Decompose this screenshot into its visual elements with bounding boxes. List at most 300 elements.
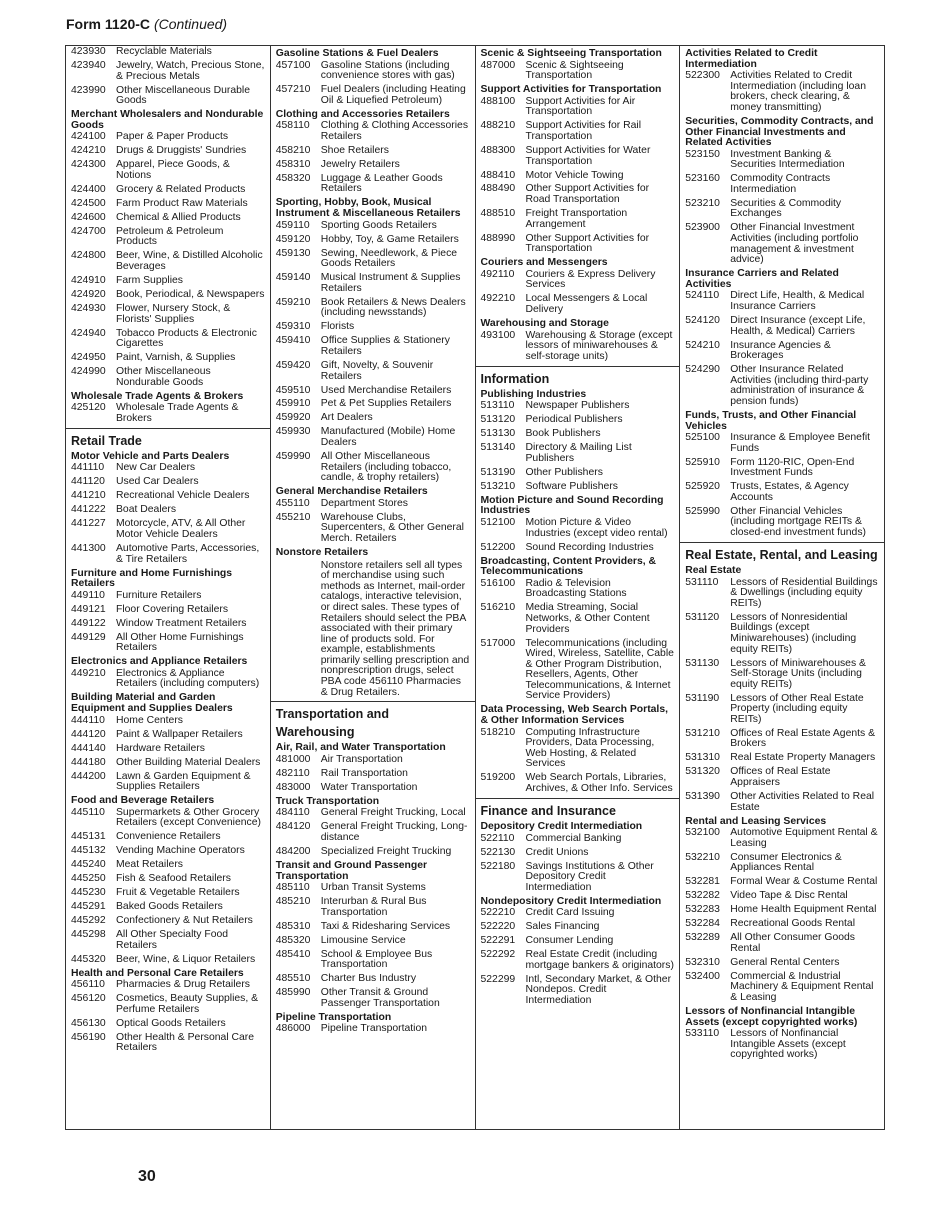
subsector-heading: Transit and Ground Passenger Transportation xyxy=(275,859,428,882)
code-entry xyxy=(276,146,470,157)
pba-code: 444180 xyxy=(71,756,106,768)
pba-description: Computing Infrastructure Providers, Data Processing, Web Hosting, & Related Services xyxy=(525,726,655,770)
code-entry xyxy=(481,429,675,440)
pba-code: 513190 xyxy=(480,466,516,478)
pba-description: General Rental Centers xyxy=(730,956,840,968)
pba-code: 457100 xyxy=(275,59,311,71)
pba-description: Other Financial Investment Activities (including portfolio management & investment advice) xyxy=(730,222,859,266)
code-entry xyxy=(481,443,675,464)
pba-description: Recyclable Materials xyxy=(116,46,212,57)
pba-description: Hobby, Toy, & Game Retailers xyxy=(320,233,459,245)
pba-description: Farm Product Raw Materials xyxy=(116,197,248,209)
pba-code: 424300 xyxy=(71,159,106,171)
subsector-heading: Sporting, Hobby, Book, Musical Instrument & Miscellaneous Retailers xyxy=(275,197,461,220)
pba-description: Beer, Wine, & Liquor Retailers xyxy=(116,953,256,965)
code-entry xyxy=(71,519,265,540)
code-entry xyxy=(481,936,675,947)
pba-description: Radio & Television Broadcasting Stations xyxy=(525,577,627,600)
pba-code: 425120 xyxy=(71,402,106,414)
pba-description: Drugs & Druggists' Sundries xyxy=(116,145,247,157)
pba-description: Other Health & Personal Care Retailers xyxy=(116,1031,255,1054)
pba-code: 488210 xyxy=(480,120,516,132)
pba-code: 424920 xyxy=(71,288,106,300)
subsector-heading: Insurance Carriers and Related Activities xyxy=(685,268,839,290)
code-entry xyxy=(276,1024,470,1035)
code-entry xyxy=(276,221,470,232)
pba-code: 523900 xyxy=(685,222,720,234)
code-entry xyxy=(71,846,265,857)
form-continued: (Continued) xyxy=(153,16,228,32)
sector-block xyxy=(680,49,884,539)
subsector-heading: Furniture and Home Furnishings Retailers xyxy=(71,567,233,590)
pba-description: Office Supplies & Stationery Retailers xyxy=(320,335,450,357)
pba-description: Commercial Banking xyxy=(525,832,622,844)
subsector-heading: Couriers and Messengers xyxy=(480,257,608,269)
pba-code: 517000 xyxy=(480,637,516,649)
code-column xyxy=(271,46,476,1129)
pba-description: Jewelry Retailers xyxy=(320,158,400,170)
pba-code: 524210 xyxy=(685,339,720,351)
pba-description: Insurance & Employee Benefit Funds xyxy=(730,432,871,454)
code-entry xyxy=(71,403,265,424)
pba-description: Convenience Retailers xyxy=(116,831,221,843)
pba-code: 532400 xyxy=(685,970,720,982)
pba-description: Boat Dealers xyxy=(116,504,177,516)
pba-code: 488410 xyxy=(480,169,516,181)
pba-description: General Freight Trucking, Local xyxy=(320,807,466,819)
pba-code: 424910 xyxy=(71,274,106,286)
pba-description: Formal Wear & Costume Rental xyxy=(730,876,878,888)
code-entry xyxy=(71,772,265,793)
code-entry xyxy=(71,132,265,143)
pba-code: 459920 xyxy=(275,412,311,424)
pba-code: 458210 xyxy=(275,144,311,156)
code-entry xyxy=(71,980,265,991)
pba-description: Book Publishers xyxy=(525,428,601,440)
code-entry xyxy=(481,922,675,933)
code-entry xyxy=(71,758,265,769)
code-entry xyxy=(71,1033,265,1054)
subsector-heading: Data Processing, Web Search Portals, & Other Information Services xyxy=(480,704,668,727)
sector-heading: Real Estate, Rental, and Leasing xyxy=(685,548,878,563)
pba-description: Beer, Wine, & Distilled Alcoholic Beverages xyxy=(116,250,263,272)
pba-code: 484200 xyxy=(275,845,311,857)
pba-description: Warehousing & Storage (except lessors of miniwarehouses & self-storage units) xyxy=(525,329,673,362)
pba-description: Lawn & Garden Equipment & Supplies Retailers xyxy=(116,770,251,793)
pba-code: 449122 xyxy=(71,617,106,629)
code-entry xyxy=(276,336,470,357)
code-entry xyxy=(481,146,675,167)
code-entry xyxy=(276,61,470,82)
pba-description: Jewelry, Watch, Precious Stone, & Precious Metals xyxy=(116,59,265,82)
code-entry xyxy=(481,518,675,539)
pba-description: Activities Related to Credit Intermediation (including loan brokers, check clearing, & money transmitting) xyxy=(730,70,866,113)
pba-code: 424950 xyxy=(71,352,106,364)
pba-code: 484120 xyxy=(275,821,311,833)
pba-description: Chemical & Allied Products xyxy=(116,211,241,223)
pba-description: Web Search Portals, Libraries, Archives, & Other Info. Services xyxy=(525,772,673,795)
pba-description: Used Car Dealers xyxy=(116,476,199,488)
pba-code: 524110 xyxy=(685,290,720,302)
pba-description: Motor Vehicle Towing xyxy=(525,169,624,181)
pba-code: 492110 xyxy=(480,268,515,280)
subsector-heading: Motion Picture and Sound Recording Industries xyxy=(480,494,664,517)
code-entry xyxy=(276,897,470,918)
pba-description: General Freight Trucking, Long-distance xyxy=(320,821,468,843)
pba-code: 441222 xyxy=(71,504,106,516)
subsector-heading: Air, Rail, and Water Transportation xyxy=(275,742,446,754)
pba-description: Other Miscellaneous Nondurable Goods xyxy=(116,366,211,388)
code-entry xyxy=(481,209,675,230)
pba-description: Insurance Agencies & Brokerages xyxy=(730,339,831,362)
code-entry xyxy=(685,71,879,113)
pba-description: Lessors of Other Real Estate Property (including equity REITs) xyxy=(730,692,864,725)
pba-code: 485320 xyxy=(275,934,311,946)
pba-code: 513110 xyxy=(480,400,515,412)
pba-code: 532281 xyxy=(685,876,720,888)
pba-code: 523160 xyxy=(685,173,720,185)
code-entry xyxy=(481,331,675,363)
pba-description: Other Support Activities for Transportation xyxy=(525,232,650,255)
code-entry xyxy=(685,341,879,362)
pba-description: Paper & Paper Products xyxy=(116,131,229,143)
pba-description: Freight Transportation Arrangement xyxy=(525,208,628,230)
pba-description: Urban Transit Systems xyxy=(320,882,426,894)
code-entry xyxy=(685,174,879,195)
code-entry xyxy=(481,950,675,971)
pba-description: Direct Insurance (except Life, Health, & Medical) Carriers xyxy=(730,315,866,337)
pba-description: Taxi & Ridesharing Services xyxy=(320,920,451,932)
pba-code: 424400 xyxy=(71,183,106,195)
pba-description: Scenic & Sightseeing Transportation xyxy=(525,59,624,82)
pba-code: 532282 xyxy=(685,890,720,902)
pba-description: Commercial & Industrial Machinery & Equipment Rental & Leasing xyxy=(730,970,874,1004)
code-entry xyxy=(276,322,470,333)
pba-description: Motion Picture & Video Industries (except video rental) xyxy=(525,517,668,539)
pba-description: Trusts, Estates, & Agency Accounts xyxy=(730,481,849,503)
code-entry xyxy=(481,908,675,919)
code-entry xyxy=(276,427,470,448)
pba-description: Farm Supplies xyxy=(116,274,183,286)
pba-code: 456130 xyxy=(71,1017,106,1029)
pba-description: Other Financial Vehicles (including mortgage REITs & closed-end investment funds) xyxy=(730,505,866,539)
code-entry xyxy=(71,591,265,602)
pba-code: 522292 xyxy=(480,949,516,961)
pba-code: 516100 xyxy=(480,577,516,589)
pba-code: 531320 xyxy=(685,766,720,778)
sector-heading: Retail Trade xyxy=(71,433,142,448)
subsector-heading: Securities, Commodity Contracts, and Other Financial Investments and Related Activities xyxy=(685,115,874,149)
pba-code: 519200 xyxy=(480,772,516,784)
pba-description: Supermarkets & Other Grocery Retailers (except Convenience) xyxy=(116,806,261,829)
pba-description: Petroleum & Petroleum Products xyxy=(116,225,224,248)
pba-code: 532310 xyxy=(685,956,720,968)
code-entry xyxy=(71,888,265,899)
subsector-heading: General Merchandise Retailers xyxy=(275,486,428,498)
code-entry xyxy=(71,329,265,350)
code-entry xyxy=(71,902,265,913)
pba-code: 485310 xyxy=(275,920,311,932)
pba-code: 449110 xyxy=(71,589,105,601)
pba-code: 522291 xyxy=(480,935,516,947)
pba-code: 488510 xyxy=(480,208,516,220)
sector-block xyxy=(66,428,270,1054)
code-entry xyxy=(276,936,470,947)
pba-code: 456110 xyxy=(71,979,105,991)
sector-block xyxy=(476,366,680,795)
code-entry xyxy=(276,783,470,794)
sector-block xyxy=(476,49,680,362)
pba-code: 424700 xyxy=(71,225,106,237)
pba-code: 531210 xyxy=(685,727,720,739)
pba-code: 525100 xyxy=(685,432,720,444)
pba-code: 423940 xyxy=(71,59,106,71)
code-entry xyxy=(685,199,879,220)
sector-heading: Transportation and Warehousing xyxy=(275,707,389,740)
pba-description: Video Tape & Disc Rental xyxy=(730,890,848,902)
subsector-heading: Clothing and Accessories Retailers xyxy=(275,108,450,120)
code-entry xyxy=(71,994,265,1015)
subsector-heading: Pipeline Transportation xyxy=(275,1011,392,1023)
code-entry xyxy=(71,832,265,843)
pba-code: 484110 xyxy=(275,807,310,819)
code-entry xyxy=(481,728,675,770)
pba-code: 487000 xyxy=(480,59,516,71)
form-title xyxy=(66,16,227,32)
pba-code: 513140 xyxy=(480,442,516,454)
code-entry xyxy=(276,386,470,397)
code-entry xyxy=(71,251,265,272)
code-entry xyxy=(276,273,470,294)
pba-code: 458310 xyxy=(275,158,311,170)
code-entry xyxy=(276,499,470,510)
pba-description: Intl, Secondary Market, & Other Nondepos. Credit Intermediation xyxy=(525,973,672,1007)
pba-code: 522220 xyxy=(480,921,516,933)
code-entry xyxy=(481,579,675,600)
code-entry xyxy=(685,659,879,691)
pba-description: Other Support Activities for Road Transportation xyxy=(525,183,650,206)
subsector-heading: Merchant Wholesalers and Nondurable Goods xyxy=(71,109,264,131)
pba-description: Investment Banking & Securities Intermediation xyxy=(730,148,845,171)
code-entry xyxy=(276,249,470,270)
pba-description: Other Insurance Related Activities (including third-party administration of insurance & pension funds) xyxy=(730,364,869,407)
pba-description: Home Centers xyxy=(116,714,183,726)
pba-code: 459930 xyxy=(275,426,311,438)
pba-description: Vending Machine Operators xyxy=(116,845,245,857)
pba-description: Pharmacies & Drug Retailers xyxy=(116,979,250,991)
code-entry xyxy=(71,86,265,107)
code-entry xyxy=(685,578,879,610)
code-entry xyxy=(276,413,470,424)
code-entry xyxy=(71,491,265,502)
pba-description: Other Publishers xyxy=(525,466,603,478)
pba-description: Warehouse Clubs, Supercenters, & Other General Merch. Retailers xyxy=(320,511,464,544)
pba-code: 445298 xyxy=(71,929,106,941)
pba-code: 481000 xyxy=(275,753,311,765)
pba-description: Interurban & Rural Bus Transportation xyxy=(320,896,427,918)
code-entry xyxy=(71,276,265,287)
pba-code: 485110 xyxy=(275,882,310,894)
pba-code: 424930 xyxy=(71,302,106,314)
pba-code: 522210 xyxy=(480,907,516,919)
pba-code: 531130 xyxy=(685,657,720,669)
code-entry xyxy=(481,61,675,82)
code-entry xyxy=(685,828,879,849)
code-entry xyxy=(71,860,265,871)
pba-code: 458110 xyxy=(275,120,310,132)
pba-code: 513130 xyxy=(480,428,516,440)
pba-code: 459910 xyxy=(275,398,311,410)
pba-code: 522300 xyxy=(685,70,720,82)
code-entry xyxy=(71,744,265,755)
code-entry xyxy=(685,905,879,916)
code-entry xyxy=(481,184,675,205)
pba-code: 455110 xyxy=(275,497,310,509)
pba-description: Offices of Real Estate Appraisers xyxy=(730,766,831,789)
pba-description: Automotive Equipment Rental & Leasing xyxy=(730,827,878,849)
code-column xyxy=(680,46,884,1129)
pba-description: Manufactured (Mobile) Home Dealers xyxy=(320,426,456,449)
pba-code: 449121 xyxy=(71,603,106,615)
subsector-heading: Health and Personal Care Retailers xyxy=(71,967,244,979)
pba-description: Sales Financing xyxy=(525,921,600,933)
pba-code: 424100 xyxy=(71,131,106,143)
code-entry xyxy=(276,808,470,819)
pba-description: Sound Recording Industries xyxy=(525,541,654,553)
code-entry xyxy=(276,769,470,780)
code-entry xyxy=(685,223,879,265)
pba-code: 531190 xyxy=(685,692,720,704)
sector-block xyxy=(271,49,475,698)
pba-code: 492210 xyxy=(480,293,516,305)
code-entry xyxy=(71,47,265,58)
code-entry xyxy=(71,1019,265,1030)
pba-description: Automotive Parts, Accessories, & Tire Retailers xyxy=(116,542,260,565)
subsector-heading: Building Material and Garden Equipment and Supplies Dealers xyxy=(71,692,233,715)
pba-code: 525920 xyxy=(685,481,720,493)
pba-description: Sewing, Needlework, & Piece Goods Retailers xyxy=(320,247,458,270)
code-entry xyxy=(71,160,265,181)
pba-code: 512200 xyxy=(480,541,516,553)
pba-code: 445132 xyxy=(71,845,106,857)
pba-code: 441227 xyxy=(71,518,106,530)
pba-description: Apparel, Piece Goods, & Notions xyxy=(116,159,230,181)
pba-code: 531390 xyxy=(685,791,720,803)
pba-code: 531110 xyxy=(685,576,719,588)
code-entry xyxy=(276,452,470,484)
pba-code: 485410 xyxy=(275,948,311,960)
code-entry xyxy=(71,290,265,301)
pba-code: 513120 xyxy=(480,414,516,426)
pba-description: Wholesale Trade Agents & Brokers xyxy=(116,402,239,424)
pba-code: 485990 xyxy=(275,987,311,999)
code-entry xyxy=(685,316,879,337)
pba-description: Real Estate Credit (including mortgage bankers & originators) xyxy=(525,949,674,971)
pba-description: Telecommunications (including Wired, Wireless, Satellite, Cable & Other Program Distribution, Resellers, Agents, Other Telecommunications, & Internet Service Providers) xyxy=(525,637,674,702)
subsector-heading: Truck Transportation xyxy=(275,795,380,807)
code-entry xyxy=(481,468,675,479)
code-entry xyxy=(481,171,675,182)
code-entry xyxy=(685,919,879,930)
pba-description: Directory & Mailing List Publishers xyxy=(525,442,632,464)
pba-description: Hardware Retailers xyxy=(116,742,205,754)
pba-code: 459310 xyxy=(275,321,311,333)
pba-description: All Other Specialty Food Retailers xyxy=(116,929,229,951)
pba-code: 459990 xyxy=(275,451,311,463)
subsector-heading: Rental and Leasing Services xyxy=(685,815,827,827)
code-entry xyxy=(685,853,879,874)
pba-code: 449210 xyxy=(71,667,106,679)
pba-code: 424990 xyxy=(71,366,106,378)
subsector-heading: Electronics and Appliance Retailers xyxy=(71,656,248,668)
pba-code: 457210 xyxy=(275,84,311,96)
code-entry xyxy=(685,458,879,479)
pba-description: Offices of Real Estate Agents & Brokers xyxy=(730,727,876,750)
pba-description: Window Treatment Retailers xyxy=(116,617,247,629)
code-entry xyxy=(276,298,470,319)
pba-description: Other Building Material Dealers xyxy=(116,756,261,768)
subsector-heading: Real Estate xyxy=(685,565,742,577)
code-entry xyxy=(481,862,675,894)
code-entry xyxy=(481,482,675,493)
code-entry xyxy=(276,847,470,858)
code-column xyxy=(476,46,681,1129)
pba-description: Fish & Seafood Retailers xyxy=(116,873,231,885)
pba-description: Grocery & Related Products xyxy=(116,183,246,195)
subsector-heading: Depository Credit Intermediation xyxy=(480,821,643,832)
code-entry xyxy=(481,975,675,1007)
code-entry xyxy=(276,513,470,545)
code-entry xyxy=(276,950,470,971)
page-number: 30 xyxy=(138,1168,156,1185)
sector-heading: Information xyxy=(480,371,550,386)
pba-description: Book, Periodical, & Newspapers xyxy=(116,288,265,300)
subsector-heading: Scenic & Sightseeing Transportation xyxy=(480,48,662,59)
code-entry xyxy=(481,543,675,554)
pba-code: 532210 xyxy=(685,851,720,863)
code-entry xyxy=(71,874,265,885)
pba-description: Floor Covering Retailers xyxy=(116,603,229,615)
pba-description: Other Miscellaneous Durable Goods xyxy=(116,84,250,107)
code-entry xyxy=(481,270,675,291)
pba-code: 483000 xyxy=(275,781,311,793)
pba-code: 523150 xyxy=(685,148,720,160)
pba-description: Support Activities for Rail Transportation xyxy=(525,120,641,142)
pba-code: 488490 xyxy=(480,183,516,195)
code-entry xyxy=(71,633,265,654)
pba-code: 459420 xyxy=(275,359,311,371)
code-entry xyxy=(276,399,470,410)
pba-code: 533110 xyxy=(685,1028,720,1040)
code-entry xyxy=(71,146,265,157)
pba-description: Newspaper Publishers xyxy=(525,400,630,412)
pba-description: Lessors of Residential Buildings & Dwellings (including equity REITs) xyxy=(730,576,878,609)
pba-code: 518210 xyxy=(480,726,516,738)
code-entry xyxy=(685,972,879,1004)
subsector-heading: Broadcasting, Content Providers, & Telecommunications xyxy=(480,555,657,578)
code-entry xyxy=(481,401,675,412)
pba-description: Form 1120-RIC, Open-End Investment Funds xyxy=(730,456,855,479)
nonstore-note: Nonstore retailers sell all types of merchandise using such methods as Internet, mail-order catalogs, interactive television, or direct sales. These types of Retailers should select the PBA associated with their primary line of products sold. For example, establishments primarily selling prescription and nonprescription drugs, select PBA code 456110 Pharmacies & Drug Retailers. xyxy=(320,559,470,698)
pba-description: Recreational Goods Rental xyxy=(730,918,856,930)
pba-description: Securities & Commodity Exchanges xyxy=(730,197,842,220)
code-entry xyxy=(71,505,265,516)
pba-code: 485210 xyxy=(275,896,311,908)
pba-description: Fruit & Vegetable Retailers xyxy=(116,887,240,899)
pba-code: 482110 xyxy=(275,767,310,779)
code-entry xyxy=(71,916,265,927)
code-entry xyxy=(71,544,265,565)
